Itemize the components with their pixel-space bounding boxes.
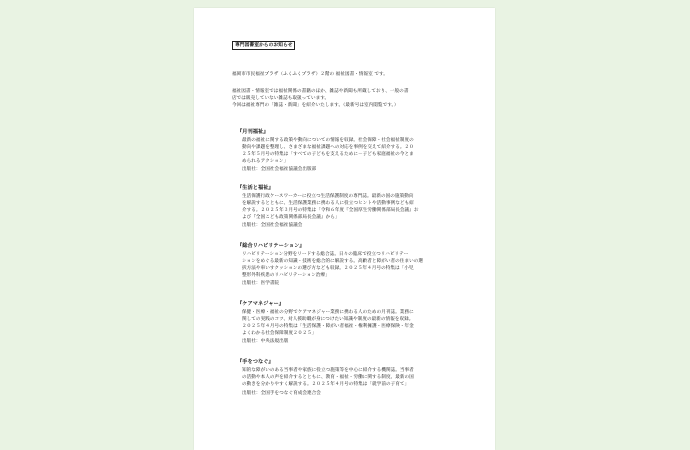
item-5-line-1: 知的な障がいのある当事者や家族に役立つ施策等を中心に紹介する機関誌。当事者 — [242, 368, 414, 373]
item-4-title: 『ケアマネジャー』 — [237, 301, 285, 307]
item-4-line-4: よくわかる社会保障制度２０２５」 — [242, 331, 317, 336]
intro-line-1: 福岡市市民福祉プラザ（ふくふくプラザ）２階の 福祉図書・情報室 です。 — [232, 72, 388, 77]
item-3-title: 『総合リハビリテーション』 — [237, 243, 305, 249]
item-5-publisher: 出版社：全国手をつなぐ育成会連合会 — [242, 391, 321, 396]
item-3-line-2: ションをめぐる最新の知識・技術を総合的に解説する。高齢者と障がい者の住まいの選 — [242, 259, 424, 264]
intro-line-4: 今回は福祉専門の「雑誌・新聞」を紹介いたします。（最新号は室内閲覧です。） — [232, 103, 399, 108]
item-2-publisher: 出版社：全国社会福祉協議会 — [242, 223, 303, 228]
item-2-line-3: 介する。２０２５年３月号の特集は「令和６年度『全国厚生労働関係部局長会議』お — [242, 208, 419, 213]
item-1-line-1: 最新の福祉に関する政策や動向についての情報を収録。社会保障・社会福祉制度の — [242, 138, 414, 143]
item-1-line-4: められるアクション」 — [242, 159, 289, 164]
intro-line-3: 店では販売していない雑誌も取扱っています。 — [232, 96, 330, 101]
item-2-line-2: を解説するとともに、生活保護業務に携わる人に役立つヒントや活動事例なども紹 — [242, 201, 414, 206]
item-4-publisher: 出版社：中央法規出版 — [242, 339, 289, 344]
item-3-publisher: 出版社：医学書院 — [242, 281, 280, 286]
item-1-publisher: 出版社：全国社会福祉協議会出版部 — [242, 167, 317, 172]
item-5-line-3: の動きを分かりやすく解説する。２０２５年４月号の特集は「就学前の子育て」 — [242, 382, 410, 387]
notice-label: 専門図書室からのお知らせ — [232, 41, 295, 50]
item-5-line-2: の活動や本人の声を紹介するとともに、教育・福祉・労働に関する制度、最新の国 — [242, 375, 414, 380]
item-2-title: 『生活と福祉』 — [237, 185, 274, 191]
item-2-line-4: よび『全国こども政策関係部局長会議』から」 — [242, 215, 340, 220]
item-3-line-4: 整形外科疾患のリハビリテーション治療」 — [242, 273, 330, 278]
item-3-line-1: リハビリテーション分野をリードする総合誌。日々の臨床で役立つリハビリテー — [242, 252, 409, 257]
item-5-title: 『手をつなぐ』 — [237, 359, 274, 365]
item-4-line-1: 保健・医療・福祉の分野でケアマネジャー業務に携わる人のための月刊誌。業務に — [242, 310, 414, 315]
intro-line-2: 福祉図書・情報室では福祉関係の書籍のほか、雑誌や新聞も所蔵しており、一般の書 — [232, 89, 409, 94]
item-2-line-1: 生活保護行政ケースワーカーに役立つ生活保護制度の専門誌。最新の国の施策動向 — [242, 194, 414, 199]
item-1-line-2: 動向や課題を整理し、さまざまな福祉課題への対応を事例を交えて紹介する。２０ — [242, 145, 414, 150]
item-4-line-3: ２０２５年４月号の特集は「生活保護・障がい者福祉・権利擁護・医療保険・年金 — [242, 324, 414, 329]
item-1-title: 『月刊福祉』 — [237, 129, 269, 135]
item-3-line-3: 択方法や車いすクッションの選び方なども収録。２０２５年４月号の特集は「小児 — [242, 266, 414, 271]
item-1-line-3: ２５年５月号の特集は「すべての子どもを支えるために－子ども家庭福祉の今とま — [242, 152, 414, 157]
document-page — [194, 8, 495, 450]
item-4-line-2: 関しての実践のコツ、対人援助職が身につけたい知識や制度の最新の情報を収録。 — [242, 317, 414, 322]
